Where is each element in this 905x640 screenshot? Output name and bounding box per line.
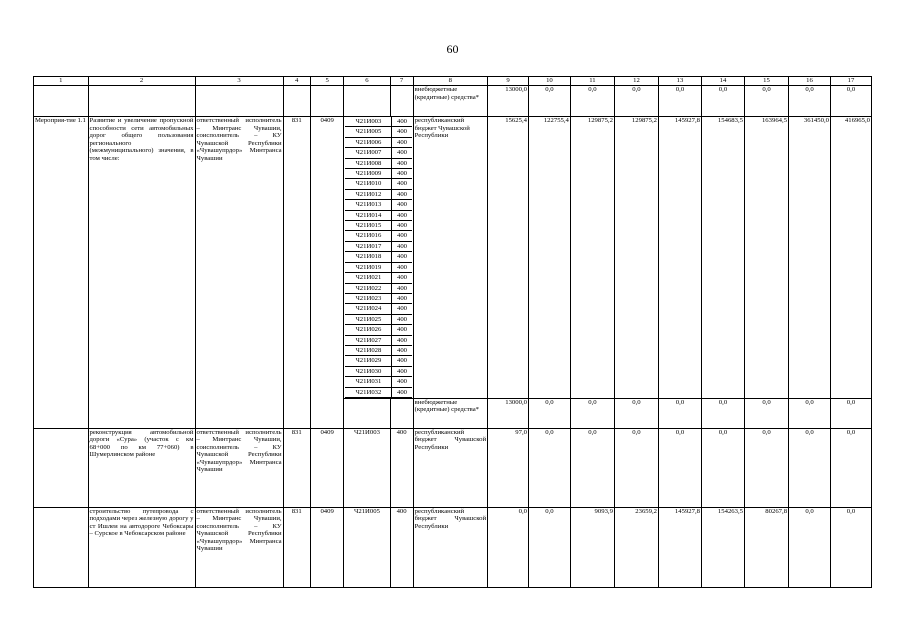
header-cell: 1 bbox=[34, 77, 89, 86]
code-row bbox=[345, 377, 411, 387]
header-cell: 5 bbox=[310, 77, 344, 86]
csr-code: Ч21И009 bbox=[345, 169, 392, 179]
value-cell: 0,0 bbox=[614, 428, 658, 507]
value-cell: 15625,4 bbox=[488, 117, 529, 399]
vr-code: 400 bbox=[392, 127, 412, 137]
value-cell: 361450,0 bbox=[789, 117, 831, 399]
csr-code: Ч21И010 bbox=[345, 179, 392, 189]
csr-code: Ч21И012 bbox=[345, 189, 392, 199]
value-cell: 145927,8 bbox=[658, 117, 701, 399]
csr-code: Ч21И014 bbox=[345, 210, 392, 220]
measure-name: Развитие и увеличение пропускной способности сети автомобильных дорог общего пользования регионального (межмуниципального) значения, в том числе: bbox=[88, 117, 195, 429]
value-cell: 80267,8 bbox=[744, 507, 788, 587]
csr-code: Ч21И025 bbox=[345, 314, 392, 324]
header-cell: 4 bbox=[283, 77, 310, 86]
value-cell: 0,0 bbox=[789, 428, 831, 507]
vr-code: 400 bbox=[392, 210, 412, 220]
vr-code: 400 bbox=[392, 356, 412, 366]
code-list bbox=[344, 117, 413, 399]
measure-id: Мероприя-тие 1.1 bbox=[34, 117, 89, 429]
vr-code: 400 bbox=[392, 241, 412, 251]
csr-code: Ч21И023 bbox=[345, 293, 392, 303]
code-row bbox=[345, 366, 411, 376]
value-cell: 0,0 bbox=[830, 428, 871, 507]
vr-code: 400 bbox=[392, 221, 412, 231]
code-table bbox=[345, 117, 411, 398]
csr-code: Ч21И015 bbox=[345, 221, 392, 231]
grbs-code: 831 bbox=[283, 507, 310, 587]
header-cell: 12 bbox=[614, 77, 658, 86]
value-cell: 0,0 bbox=[789, 86, 831, 117]
vr-code: 400 bbox=[392, 293, 412, 303]
value-cell: 0,0 bbox=[701, 86, 744, 117]
vr-code: 400 bbox=[392, 345, 412, 355]
vr-code: 400 bbox=[392, 169, 412, 179]
header-cell: 13 bbox=[658, 77, 701, 86]
code-row bbox=[345, 304, 411, 314]
csr-code: Ч21И018 bbox=[345, 252, 392, 262]
header-cell: 17 bbox=[830, 77, 871, 86]
value-cell: 129875,2 bbox=[614, 117, 658, 399]
code-row bbox=[345, 335, 411, 345]
csr-code: Ч21И005 bbox=[344, 507, 390, 587]
code-row bbox=[345, 314, 411, 324]
code-row bbox=[345, 158, 411, 168]
funding-source: внебюджетные (кредитные) средства* bbox=[413, 398, 487, 428]
code-row bbox=[345, 262, 411, 272]
value-cell: 0,0 bbox=[658, 86, 701, 117]
vr-code: 400 bbox=[392, 137, 412, 147]
code-row bbox=[345, 169, 411, 179]
sub-row-name: строительство путепровода с подходами через железную дорогу у ст Ишлеи на автодороге Чебоксары – Сурское в Чебоксарском районе bbox=[88, 507, 195, 587]
header-row bbox=[34, 77, 872, 86]
sub-row-name: реконструкция автомобильной дороги «Сура» (участок с км 68+000 по км 77+060) в Шумерлинском районе bbox=[88, 428, 195, 507]
header-cell: 10 bbox=[528, 77, 570, 86]
rzpr-code: 0409 bbox=[310, 507, 344, 587]
code-row bbox=[345, 189, 411, 199]
responsible: ответственный исполнитель – Минтранс Чувашии, соисполнитель – КУ Чувашской Республики «Чувашупрдор» Минтранса Чувашии bbox=[195, 507, 283, 587]
value-cell: 13000,0 bbox=[488, 398, 529, 428]
rzpr-code: 0409 bbox=[310, 428, 344, 507]
value-cell: 416965,0 bbox=[830, 117, 871, 399]
code-row bbox=[345, 293, 411, 303]
value-cell: 145927,8 bbox=[658, 507, 701, 587]
header-cell: 3 bbox=[195, 77, 283, 86]
code-row bbox=[345, 137, 411, 147]
vr-code: 400 bbox=[392, 252, 412, 262]
value-cell: 13000,0 bbox=[488, 86, 529, 117]
code-row bbox=[345, 148, 411, 158]
value-cell: 0,0 bbox=[570, 428, 614, 507]
measure-row bbox=[34, 117, 872, 399]
header-cell: 14 bbox=[701, 77, 744, 86]
page-number: 60 bbox=[446, 42, 459, 56]
csr-code: Ч21И016 bbox=[345, 231, 392, 241]
funding-source: внебюджетные (кредитные) средства* bbox=[413, 86, 487, 117]
value-cell: 0,0 bbox=[830, 507, 871, 587]
vr-code: 400 bbox=[392, 179, 412, 189]
code-row bbox=[345, 345, 411, 355]
code-row bbox=[345, 283, 411, 293]
vr-code: 400 bbox=[392, 273, 412, 283]
vr-code: 400 bbox=[392, 231, 412, 241]
funding-source: республиканский бюджет Чувашской Республики bbox=[413, 117, 487, 399]
csr-code: Ч21И019 bbox=[345, 262, 392, 272]
code-row bbox=[345, 231, 411, 241]
funding-source: республиканский бюджет Чувашской Республики bbox=[413, 428, 487, 507]
value-cell: 0,0 bbox=[570, 398, 614, 428]
sub-row-reconstruction bbox=[34, 428, 872, 507]
rzpr-code: 0409 bbox=[310, 117, 344, 429]
vr-code: 400 bbox=[392, 366, 412, 376]
grbs-code: 831 bbox=[283, 117, 310, 429]
vr-code: 400 bbox=[392, 377, 412, 387]
csr-code: Ч21И030 bbox=[345, 366, 392, 376]
csr-code: Ч21И006 bbox=[345, 137, 392, 147]
csr-code: Ч21И022 bbox=[345, 283, 392, 293]
value-cell: 0,0 bbox=[789, 507, 831, 587]
vr-code: 400 bbox=[392, 335, 412, 345]
vr-code: 400 bbox=[392, 262, 412, 272]
value-cell: 0,0 bbox=[744, 86, 788, 117]
code-row bbox=[345, 210, 411, 220]
value-cell: 0,0 bbox=[701, 398, 744, 428]
csr-code: Ч21И021 bbox=[345, 273, 392, 283]
csr-code: Ч21И008 bbox=[345, 158, 392, 168]
value-cell: 122755,4 bbox=[528, 117, 570, 399]
sub-row-overpass bbox=[34, 507, 872, 587]
header-cell: 7 bbox=[390, 77, 413, 86]
header-cell: 9 bbox=[488, 77, 529, 86]
value-cell: 129875,2 bbox=[570, 117, 614, 399]
csr-code: Ч21И024 bbox=[345, 304, 392, 314]
code-row bbox=[345, 273, 411, 283]
value-cell: 0,0 bbox=[830, 86, 871, 117]
value-cell: 0,0 bbox=[528, 398, 570, 428]
vr-code: 400 bbox=[392, 387, 412, 397]
value-cell: 154683,5 bbox=[701, 117, 744, 399]
vr-code: 400 bbox=[392, 148, 412, 158]
value-cell: 9093,9 bbox=[570, 507, 614, 587]
value-cell: 0,0 bbox=[614, 398, 658, 428]
code-row bbox=[345, 179, 411, 189]
vr-code: 400 bbox=[392, 325, 412, 335]
code-row bbox=[345, 200, 411, 210]
csr-code: Ч21И031 bbox=[345, 377, 392, 387]
vr-code: 400 bbox=[392, 117, 412, 127]
grbs-code: 831 bbox=[283, 428, 310, 507]
code-row bbox=[345, 117, 411, 127]
csr-code: Ч21И028 bbox=[345, 345, 392, 355]
value-cell: 0,0 bbox=[658, 398, 701, 428]
header-cell: 6 bbox=[344, 77, 390, 86]
vr-code: 400 bbox=[392, 283, 412, 293]
csr-code: Ч21И032 bbox=[345, 387, 392, 397]
csr-code: Ч21И013 bbox=[345, 200, 392, 210]
code-row bbox=[345, 387, 411, 397]
csr-code: Ч21И026 bbox=[345, 325, 392, 335]
code-row bbox=[345, 252, 411, 262]
csr-code: Ч21И027 bbox=[345, 335, 392, 345]
header-cell: 8 bbox=[413, 77, 487, 86]
header-cell: 11 bbox=[570, 77, 614, 86]
value-cell: 0,0 bbox=[830, 398, 871, 428]
vr-code: 400 bbox=[392, 158, 412, 168]
code-row bbox=[345, 221, 411, 231]
value-cell: 0,0 bbox=[528, 86, 570, 117]
csr-code: Ч21И029 bbox=[345, 356, 392, 366]
continuation-row bbox=[34, 86, 872, 117]
code-row bbox=[345, 356, 411, 366]
value-cell: 0,0 bbox=[488, 507, 529, 587]
code-row bbox=[345, 325, 411, 335]
vr-code: 400 bbox=[390, 428, 413, 507]
csr-code: Ч21И003 bbox=[344, 428, 390, 507]
value-cell: 0,0 bbox=[701, 428, 744, 507]
responsible: ответственный исполнитель – Минтранс Чувашии, соисполнитель – КУ Чувашской Республики «Чувашупрдор» Минтранса Чувашии bbox=[195, 428, 283, 507]
header-cell: 15 bbox=[744, 77, 788, 86]
code-row bbox=[345, 127, 411, 137]
code-row bbox=[345, 241, 411, 251]
vr-code: 400 bbox=[392, 314, 412, 324]
value-cell: 0,0 bbox=[744, 398, 788, 428]
value-cell: 0,0 bbox=[570, 86, 614, 117]
value-cell: 0,0 bbox=[744, 428, 788, 507]
value-cell: 0,0 bbox=[528, 507, 570, 587]
value-cell: 97,0 bbox=[488, 428, 529, 507]
value-cell: 23659,2 bbox=[614, 507, 658, 587]
value-cell: 163964,5 bbox=[744, 117, 788, 399]
csr-code: Ч21И005 bbox=[345, 127, 392, 137]
header-cell: 16 bbox=[789, 77, 831, 86]
csr-code: Ч21И017 bbox=[345, 241, 392, 251]
funding-source: республиканский бюджет Чувашской Республики bbox=[413, 507, 487, 587]
header-cell: 2 bbox=[88, 77, 195, 86]
vr-code: 400 bbox=[392, 200, 412, 210]
csr-code: Ч21И003 bbox=[345, 117, 392, 127]
value-cell: 0,0 bbox=[614, 86, 658, 117]
vr-code: 400 bbox=[392, 189, 412, 199]
vr-code: 400 bbox=[392, 304, 412, 314]
vr-code: 400 bbox=[390, 507, 413, 587]
value-cell: 0,0 bbox=[658, 428, 701, 507]
csr-code: Ч21И007 bbox=[345, 148, 392, 158]
value-cell: 0,0 bbox=[789, 398, 831, 428]
program-table bbox=[33, 76, 872, 588]
responsible: ответственный исполнитель – Минтранс Чувашии, соисполнитель – КУ Чувашской Республики «Чувашупрдор» Минтранса Чувашии bbox=[195, 117, 283, 429]
value-cell: 154263,5 bbox=[701, 507, 744, 587]
value-cell: 0,0 bbox=[528, 428, 570, 507]
